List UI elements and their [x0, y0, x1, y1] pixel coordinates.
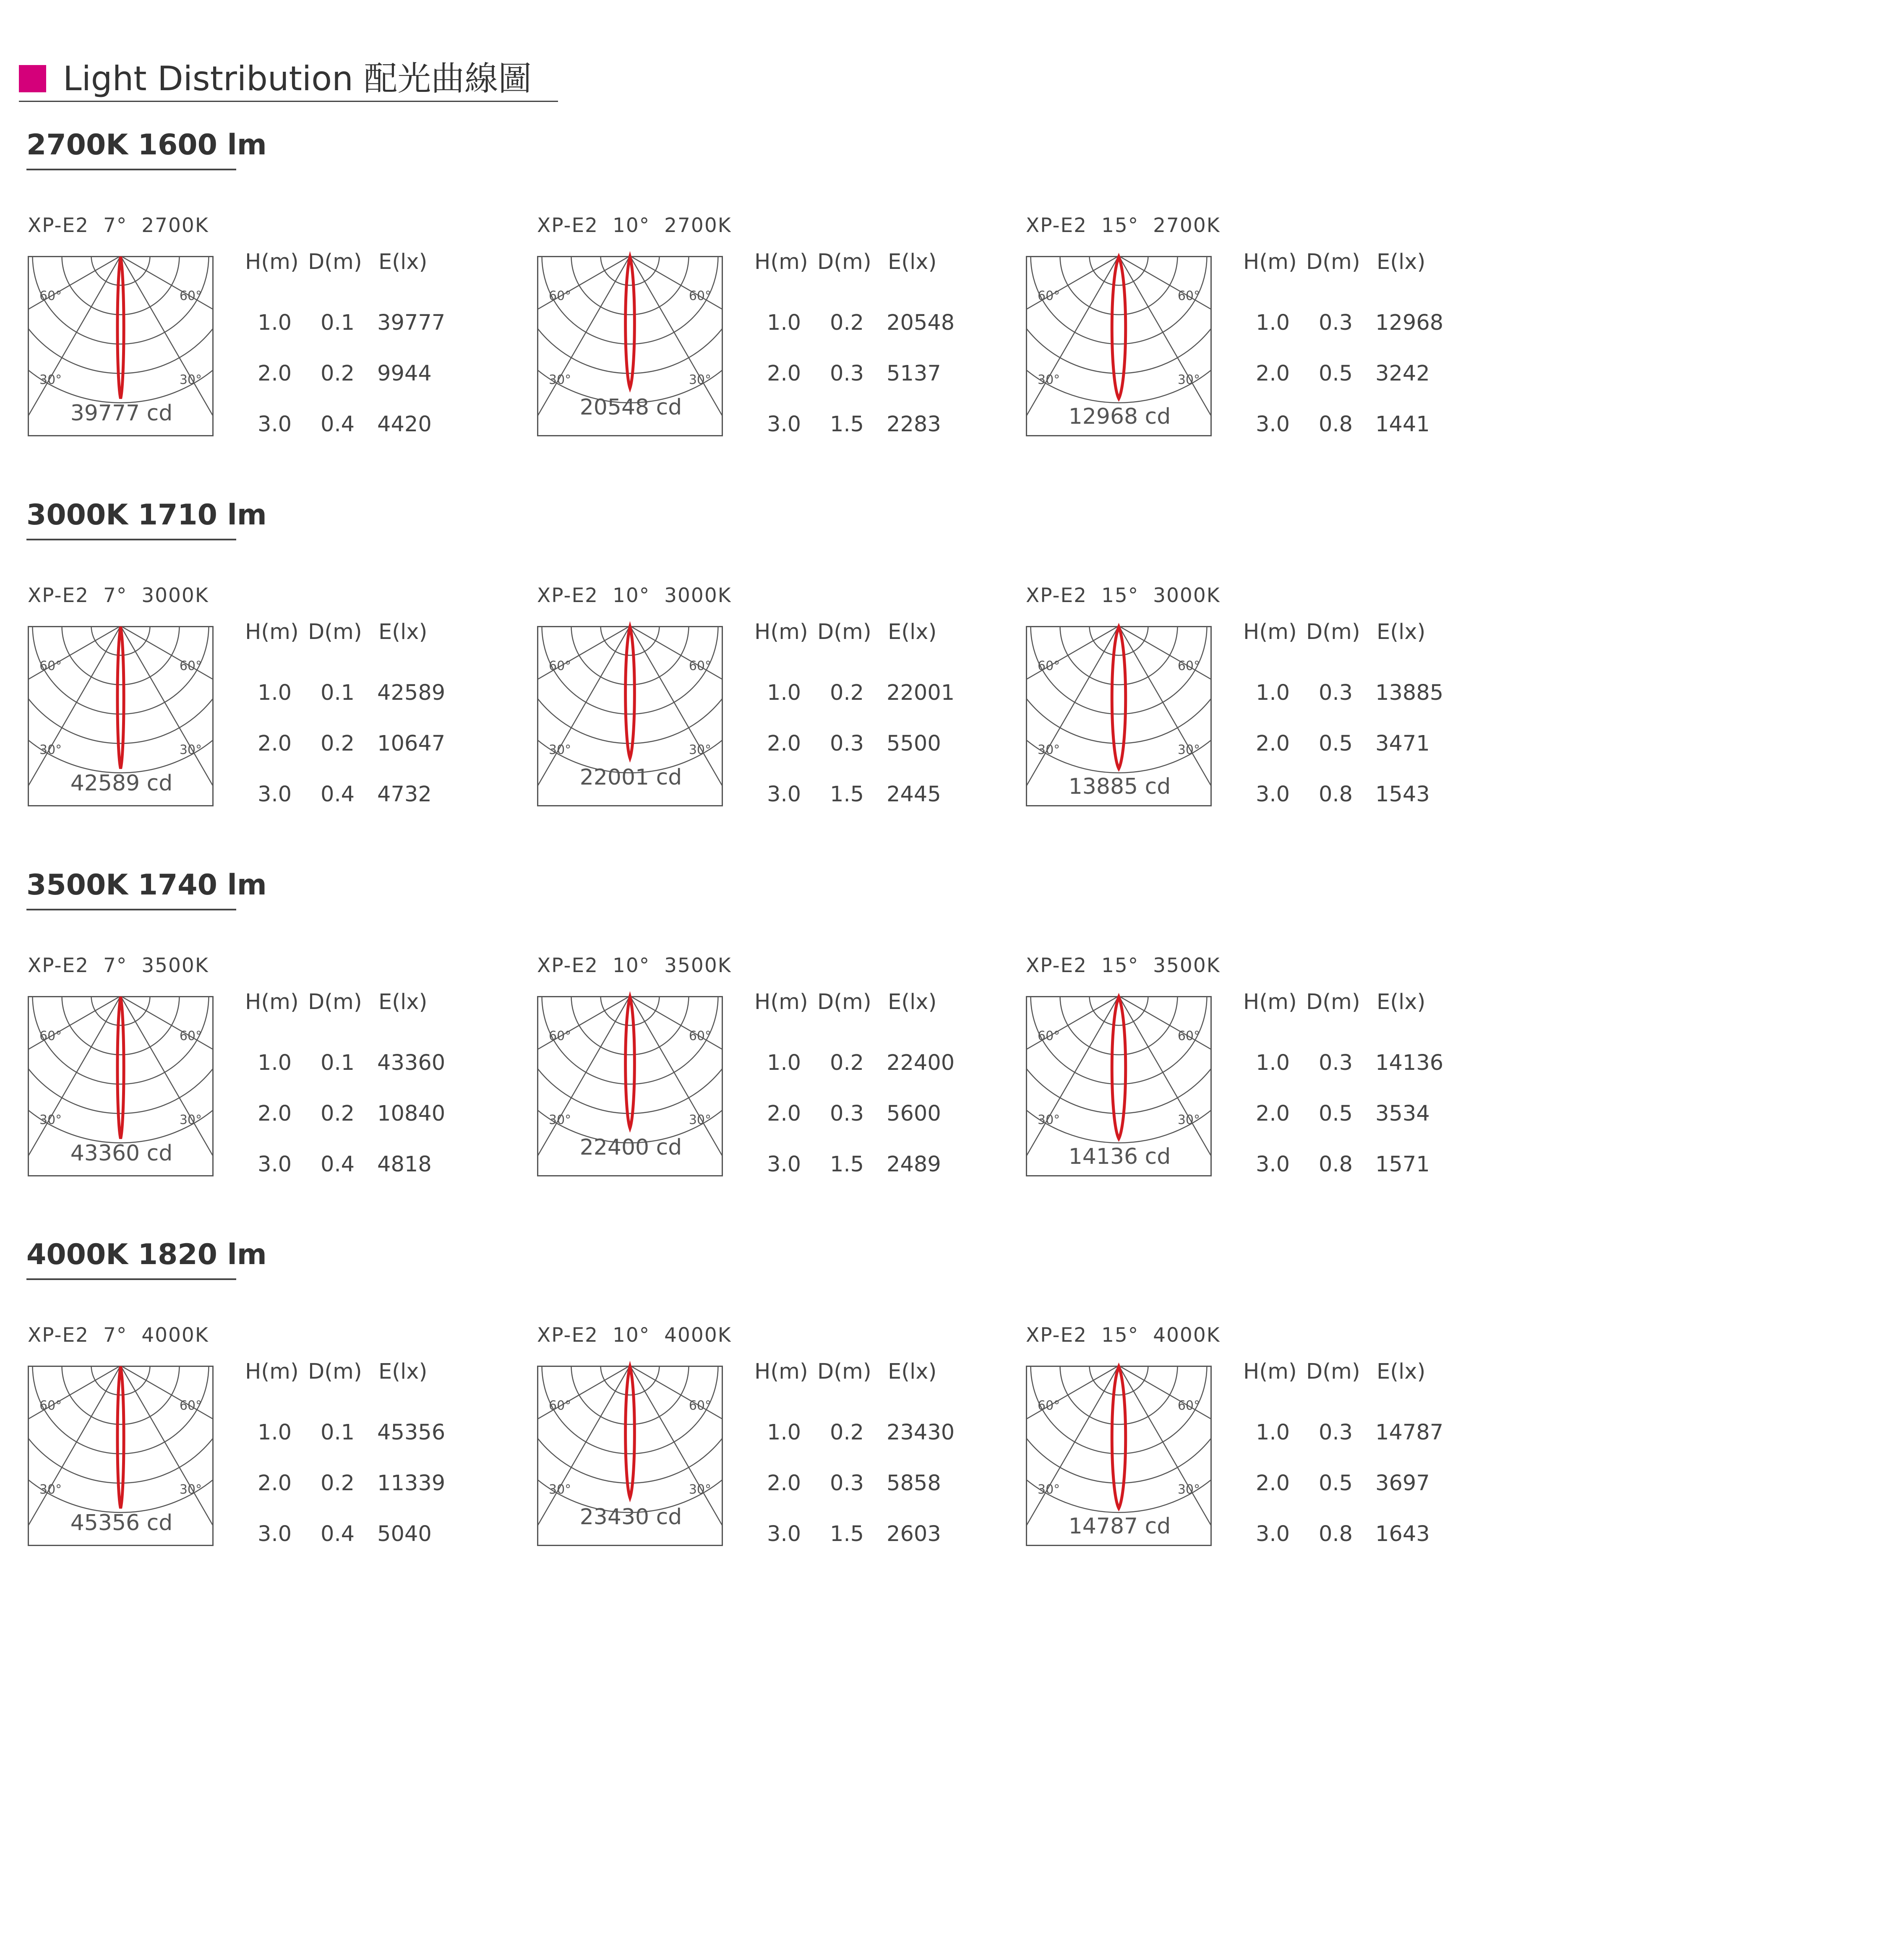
table-cell-d: 0.3: [830, 731, 864, 756]
table-cell-h: 3.0: [258, 782, 292, 807]
diagram-label: XP-E2 7° 4000K: [28, 1324, 209, 1347]
angle-label: 30°: [689, 1113, 711, 1127]
table-cell-h: 1.0: [1256, 1420, 1290, 1445]
diagram-label: XP-E2 7° 3000K: [28, 584, 209, 607]
table-header-e: E(lx): [378, 620, 428, 644]
table-cell-h: 2.0: [767, 1471, 801, 1496]
table-cell-d: 0.4: [321, 1522, 355, 1546]
angle-label: 60°: [549, 1029, 571, 1043]
diagram-label: XP-E2 10° 2700K: [537, 214, 732, 237]
table-cell-e: 3697: [1375, 1471, 1430, 1496]
angle-label: 60°: [179, 289, 202, 303]
grid-group: [864, 849, 1373, 1250]
table-cell-e: 42589: [377, 681, 446, 705]
accent-square: [19, 65, 46, 92]
candela-label: 39777 cd: [70, 401, 173, 426]
diagram-label: XP-E2 10° 4000K: [537, 1324, 732, 1347]
candela-label: 23430 cd: [579, 1505, 682, 1530]
table-cell-d: 0.3: [1319, 1420, 1353, 1445]
table-header-h: H(m): [754, 990, 808, 1014]
table-cell-d: 0.3: [830, 361, 864, 386]
angle-label: 30°: [1038, 373, 1060, 387]
angle-label: 60°: [689, 1398, 711, 1413]
angle-label: 60°: [1038, 289, 1060, 303]
table-cell-h: 2.0: [258, 1471, 292, 1496]
table-cell-e: 4420: [377, 412, 432, 437]
table-header-d: D(m): [1306, 250, 1360, 274]
table-cell-h: 2.0: [767, 361, 801, 386]
beam-curve: [1112, 257, 1126, 399]
table-header-d: D(m): [817, 1359, 871, 1384]
angle-label: 30°: [179, 373, 202, 387]
angle-label: 60°: [689, 289, 711, 303]
table-cell-d: 0.2: [830, 681, 864, 705]
table-cell-e: 22400: [887, 1051, 955, 1075]
table-header-e: E(lx): [888, 620, 937, 644]
table-cell-d: 0.4: [321, 1152, 355, 1177]
table-cell-d: 1.5: [830, 1152, 864, 1177]
table-cell-h: 1.0: [767, 681, 801, 705]
table-header-h: H(m): [245, 1359, 299, 1384]
angle-label: 30°: [179, 743, 202, 757]
table-cell-h: 3.0: [258, 412, 292, 437]
table-cell-h: 1.0: [258, 1051, 292, 1075]
table-cell-e: 1543: [1375, 782, 1430, 807]
beam-curve: [626, 1366, 635, 1498]
table-cell-h: 2.0: [258, 1101, 292, 1126]
section-title-text: 3500K 1740 lm: [26, 868, 267, 902]
candela-label: 43360 cd: [70, 1141, 173, 1166]
table-cell-e: 5500: [887, 731, 941, 756]
angle-label: 30°: [549, 743, 571, 757]
table-cell-h: 3.0: [1256, 1152, 1290, 1177]
table-cell-h: 1.0: [258, 1420, 292, 1445]
beam-curve: [117, 1366, 124, 1508]
table-cell-d: 0.4: [321, 412, 355, 437]
table-header-e: E(lx): [888, 250, 937, 274]
section-title-text: 2700K 1600 lm: [26, 128, 267, 162]
table-header-d: D(m): [308, 250, 362, 274]
grid-group: [376, 849, 884, 1250]
table-cell-d: 0.8: [1319, 782, 1353, 807]
table-cell-d: 0.2: [830, 1051, 864, 1075]
beam-curve: [626, 627, 635, 758]
angle-label: 60°: [39, 659, 62, 673]
table-cell-d: 0.3: [1319, 1051, 1353, 1075]
table-cell-h: 1.0: [1256, 310, 1290, 335]
table-cell-d: 0.5: [1319, 731, 1353, 756]
table-header-h: H(m): [1243, 250, 1297, 274]
table-cell-d: 0.1: [321, 310, 355, 335]
table-cell-d: 0.3: [830, 1101, 864, 1126]
polar-diagram: [28, 1366, 214, 1546]
table-cell-e: 23430: [887, 1420, 955, 1445]
table-cell-e: 5858: [887, 1471, 941, 1496]
angle-label: 60°: [689, 659, 711, 673]
table-cell-e: 2489: [887, 1152, 941, 1177]
table-cell-e: 3534: [1375, 1101, 1430, 1126]
diagram-label: XP-E2 15° 3500K: [1026, 954, 1221, 977]
diagram-label: XP-E2 7° 3500K: [28, 954, 209, 977]
table-cell-d: 0.1: [321, 1420, 355, 1445]
table-header-d: D(m): [817, 620, 871, 644]
table-cell-d: 0.2: [321, 361, 355, 386]
angle-label: 60°: [549, 659, 571, 673]
table-cell-h: 2.0: [1256, 1471, 1290, 1496]
candela-label: 20548 cd: [579, 395, 682, 420]
table-cell-d: 0.2: [830, 310, 864, 335]
angle-label: 30°: [1038, 1482, 1060, 1497]
grid-group: [864, 1219, 1373, 1620]
angle-label: 60°: [1038, 1029, 1060, 1043]
table-cell-h: 1.0: [767, 1420, 801, 1445]
table-header-d: D(m): [1306, 620, 1360, 644]
grid-group: [864, 479, 1373, 880]
beam-curve: [1112, 627, 1126, 769]
table-cell-e: 39777: [377, 310, 446, 335]
angle-label: 60°: [1038, 659, 1060, 673]
table-header-e: E(lx): [1377, 990, 1426, 1014]
grid-group: [864, 109, 1373, 510]
section-title: [26, 126, 267, 170]
table-cell-e: 2445: [887, 782, 941, 807]
table-cell-e: 1571: [1375, 1152, 1430, 1177]
table-cell-d: 0.5: [1319, 1101, 1353, 1126]
angle-label: 30°: [1177, 1482, 1200, 1497]
table-header-d: D(m): [1306, 1359, 1360, 1384]
angle-label: 30°: [39, 373, 62, 387]
polar-diagram: [1026, 256, 1212, 436]
table-cell-e: 2283: [887, 412, 941, 437]
diagram-label: XP-E2 7° 2700K: [28, 214, 209, 237]
table-cell-h: 3.0: [258, 1522, 292, 1546]
table-cell-e: 9944: [377, 361, 432, 386]
table-cell-h: 1.0: [258, 310, 292, 335]
beam-curve: [1112, 1366, 1126, 1508]
table-cell-d: 0.3: [1319, 681, 1353, 705]
table-header-e: E(lx): [1377, 1359, 1426, 1384]
table-cell-h: 1.0: [767, 1051, 801, 1075]
beam-curve: [626, 257, 635, 388]
table-cell-e: 20548: [887, 310, 955, 335]
table-cell-h: 3.0: [767, 412, 801, 437]
angle-label: 30°: [549, 373, 571, 387]
angle-label: 30°: [1177, 743, 1200, 757]
table-cell-h: 2.0: [767, 731, 801, 756]
angle-label: 30°: [549, 1482, 571, 1497]
table-header-e: E(lx): [378, 990, 428, 1014]
angle-label: 60°: [39, 1029, 62, 1043]
angle-label: 30°: [1177, 1113, 1200, 1127]
table-cell-h: 2.0: [1256, 731, 1290, 756]
candela-label: 13885 cd: [1068, 774, 1171, 799]
angle-label: 30°: [689, 373, 711, 387]
table-cell-d: 0.8: [1319, 1522, 1353, 1546]
table-header-d: D(m): [308, 620, 362, 644]
table-cell-h: 3.0: [258, 1152, 292, 1177]
diagram-label: XP-E2 10° 3000K: [537, 584, 732, 607]
table-cell-e: 45356: [377, 1420, 446, 1445]
table-cell-e: 14136: [1375, 1051, 1444, 1075]
angle-label: 30°: [179, 1113, 202, 1127]
table-cell-e: 5600: [887, 1101, 941, 1126]
table-header-e: E(lx): [888, 990, 937, 1014]
section-title: [26, 866, 267, 910]
table-cell-d: 0.3: [1319, 310, 1353, 335]
angle-label: 30°: [689, 1482, 711, 1497]
table-cell-e: 10840: [377, 1101, 446, 1126]
candela-label: 14136 cd: [1068, 1144, 1171, 1169]
polar-diagram: [537, 256, 723, 436]
table-cell-e: 11339: [377, 1471, 446, 1496]
table-cell-h: 3.0: [1256, 412, 1290, 437]
angle-label: 60°: [1177, 1398, 1200, 1413]
table-header-e: E(lx): [888, 1359, 937, 1384]
table-cell-e: 1643: [1375, 1522, 1430, 1546]
beam-curve: [117, 257, 124, 399]
table-cell-d: 0.3: [830, 1471, 864, 1496]
table-cell-e: 3471: [1375, 731, 1430, 756]
candela-label: 12968 cd: [1068, 404, 1171, 429]
angle-label: 30°: [549, 1113, 571, 1127]
table-cell-e: 5040: [377, 1522, 432, 1546]
angle-label: 60°: [1177, 659, 1200, 673]
diagram-label: XP-E2 10° 3500K: [537, 954, 732, 977]
table-header-h: H(m): [1243, 620, 1297, 644]
polar-diagram: [1026, 1366, 1212, 1546]
table-cell-h: 3.0: [767, 1522, 801, 1546]
diagram-label: XP-E2 15° 4000K: [1026, 1324, 1221, 1347]
diagram-label: XP-E2 15° 2700K: [1026, 214, 1221, 237]
table-header-h: H(m): [245, 990, 299, 1014]
section-title: [26, 1236, 267, 1280]
table-cell-h: 3.0: [767, 1152, 801, 1177]
polar-diagram: [537, 626, 723, 806]
table-cell-d: 1.5: [830, 412, 864, 437]
table-cell-h: 3.0: [1256, 782, 1290, 807]
table-cell-e: 10647: [377, 731, 446, 756]
table-cell-h: 2.0: [767, 1101, 801, 1126]
polar-diagram: [28, 626, 214, 806]
candela-label: 42589 cd: [70, 771, 173, 796]
table-cell-e: 14787: [1375, 1420, 1444, 1445]
table-cell-e: 4818: [377, 1152, 432, 1177]
diagram-label: XP-E2 15° 3000K: [1026, 584, 1221, 607]
angle-label: 60°: [689, 1029, 711, 1043]
polar-diagram: [1026, 626, 1212, 806]
table-header-e: E(lx): [1377, 250, 1426, 274]
table-cell-d: 0.5: [1319, 361, 1353, 386]
table-header-h: H(m): [245, 250, 299, 274]
candela-label: 14787 cd: [1068, 1514, 1171, 1539]
polar-diagram: [1026, 996, 1212, 1176]
table-cell-e: 43360: [377, 1051, 446, 1075]
polar-diagram: [537, 996, 723, 1176]
table-cell-e: 5137: [887, 361, 941, 386]
table-cell-h: 3.0: [1256, 1522, 1290, 1546]
table-header-d: D(m): [817, 250, 871, 274]
table-header-h: H(m): [754, 250, 808, 274]
table-cell-h: 1.0: [1256, 1051, 1290, 1075]
table-cell-h: 1.0: [258, 681, 292, 705]
table-cell-d: 0.2: [321, 1101, 355, 1126]
table-header-h: H(m): [1243, 990, 1297, 1014]
angle-label: 60°: [39, 289, 62, 303]
table-cell-e: 13885: [1375, 681, 1444, 705]
table-cell-d: 0.2: [830, 1420, 864, 1445]
table-header-h: H(m): [754, 1359, 808, 1384]
section-title-text: 3000K 1710 lm: [26, 498, 267, 532]
polar-diagram: [537, 1366, 723, 1546]
section-title-text: 4000K 1820 lm: [26, 1238, 267, 1271]
angle-label: 30°: [39, 743, 62, 757]
table-cell-d: 0.2: [321, 731, 355, 756]
table-header-e: E(lx): [378, 1359, 428, 1384]
table-cell-d: 0.1: [321, 681, 355, 705]
table-header-d: D(m): [308, 990, 362, 1014]
page-header: [19, 57, 558, 102]
candela-label: 22400 cd: [579, 1135, 682, 1160]
polar-diagram: [28, 256, 214, 436]
table-header-d: D(m): [1306, 990, 1360, 1014]
table-header-e: E(lx): [1377, 620, 1426, 644]
angle-label: 60°: [1177, 289, 1200, 303]
angle-label: 30°: [689, 743, 711, 757]
angle-label: 60°: [1177, 1029, 1200, 1043]
table-header-h: H(m): [1243, 1359, 1297, 1384]
table-cell-h: 2.0: [258, 731, 292, 756]
table-cell-d: 1.5: [830, 782, 864, 807]
grid-group: [376, 109, 884, 510]
angle-label: 60°: [179, 1029, 202, 1043]
table-cell-e: 2603: [887, 1522, 941, 1546]
beam-curve: [1112, 997, 1126, 1139]
table-cell-d: 0.5: [1319, 1471, 1353, 1496]
beam-curve: [117, 627, 124, 769]
polar-diagram: [28, 996, 214, 1176]
table-header-h: H(m): [754, 620, 808, 644]
table-cell-h: 2.0: [1256, 1101, 1290, 1126]
table-cell-d: 0.1: [321, 1051, 355, 1075]
table-cell-d: 1.5: [830, 1522, 864, 1546]
table-cell-e: 4732: [377, 782, 432, 807]
table-cell-h: 3.0: [767, 782, 801, 807]
angle-label: 30°: [1038, 743, 1060, 757]
table-cell-h: 1.0: [1256, 681, 1290, 705]
angle-label: 60°: [39, 1398, 62, 1413]
table-cell-d: 0.8: [1319, 412, 1353, 437]
table-header-e: E(lx): [378, 250, 428, 274]
angle-label: 60°: [549, 289, 571, 303]
table-header-d: D(m): [817, 990, 871, 1014]
table-header-d: D(m): [308, 1359, 362, 1384]
angle-label: 60°: [549, 1398, 571, 1413]
table-cell-e: 3242: [1375, 361, 1430, 386]
table-cell-e: 12968: [1375, 310, 1444, 335]
table-cell-h: 2.0: [1256, 361, 1290, 386]
grid-group: [376, 479, 884, 880]
page-title: Light Distribution 配光曲線圖: [63, 59, 532, 98]
section-title: [26, 496, 267, 540]
angle-label: 30°: [39, 1482, 62, 1497]
table-cell-h: 1.0: [767, 310, 801, 335]
angle-label: 60°: [1038, 1398, 1060, 1413]
angle-label: 60°: [179, 1398, 202, 1413]
table-header-h: H(m): [245, 620, 299, 644]
table-cell-e: 1441: [1375, 412, 1430, 437]
angle-label: 60°: [179, 659, 202, 673]
grid-group: [376, 1219, 884, 1620]
table-cell-d: 0.2: [321, 1471, 355, 1496]
angle-label: 30°: [1177, 373, 1200, 387]
beam-curve: [117, 997, 124, 1139]
angle-label: 30°: [179, 1482, 202, 1497]
beam-curve: [626, 997, 635, 1128]
table-cell-h: 2.0: [258, 361, 292, 386]
table-cell-d: 0.4: [321, 782, 355, 807]
angle-label: 30°: [39, 1113, 62, 1127]
angle-label: 30°: [1038, 1113, 1060, 1127]
candela-label: 45356 cd: [70, 1510, 173, 1536]
table-cell-d: 0.8: [1319, 1152, 1353, 1177]
table-cell-e: 22001: [887, 681, 955, 705]
candela-label: 22001 cd: [579, 765, 682, 790]
